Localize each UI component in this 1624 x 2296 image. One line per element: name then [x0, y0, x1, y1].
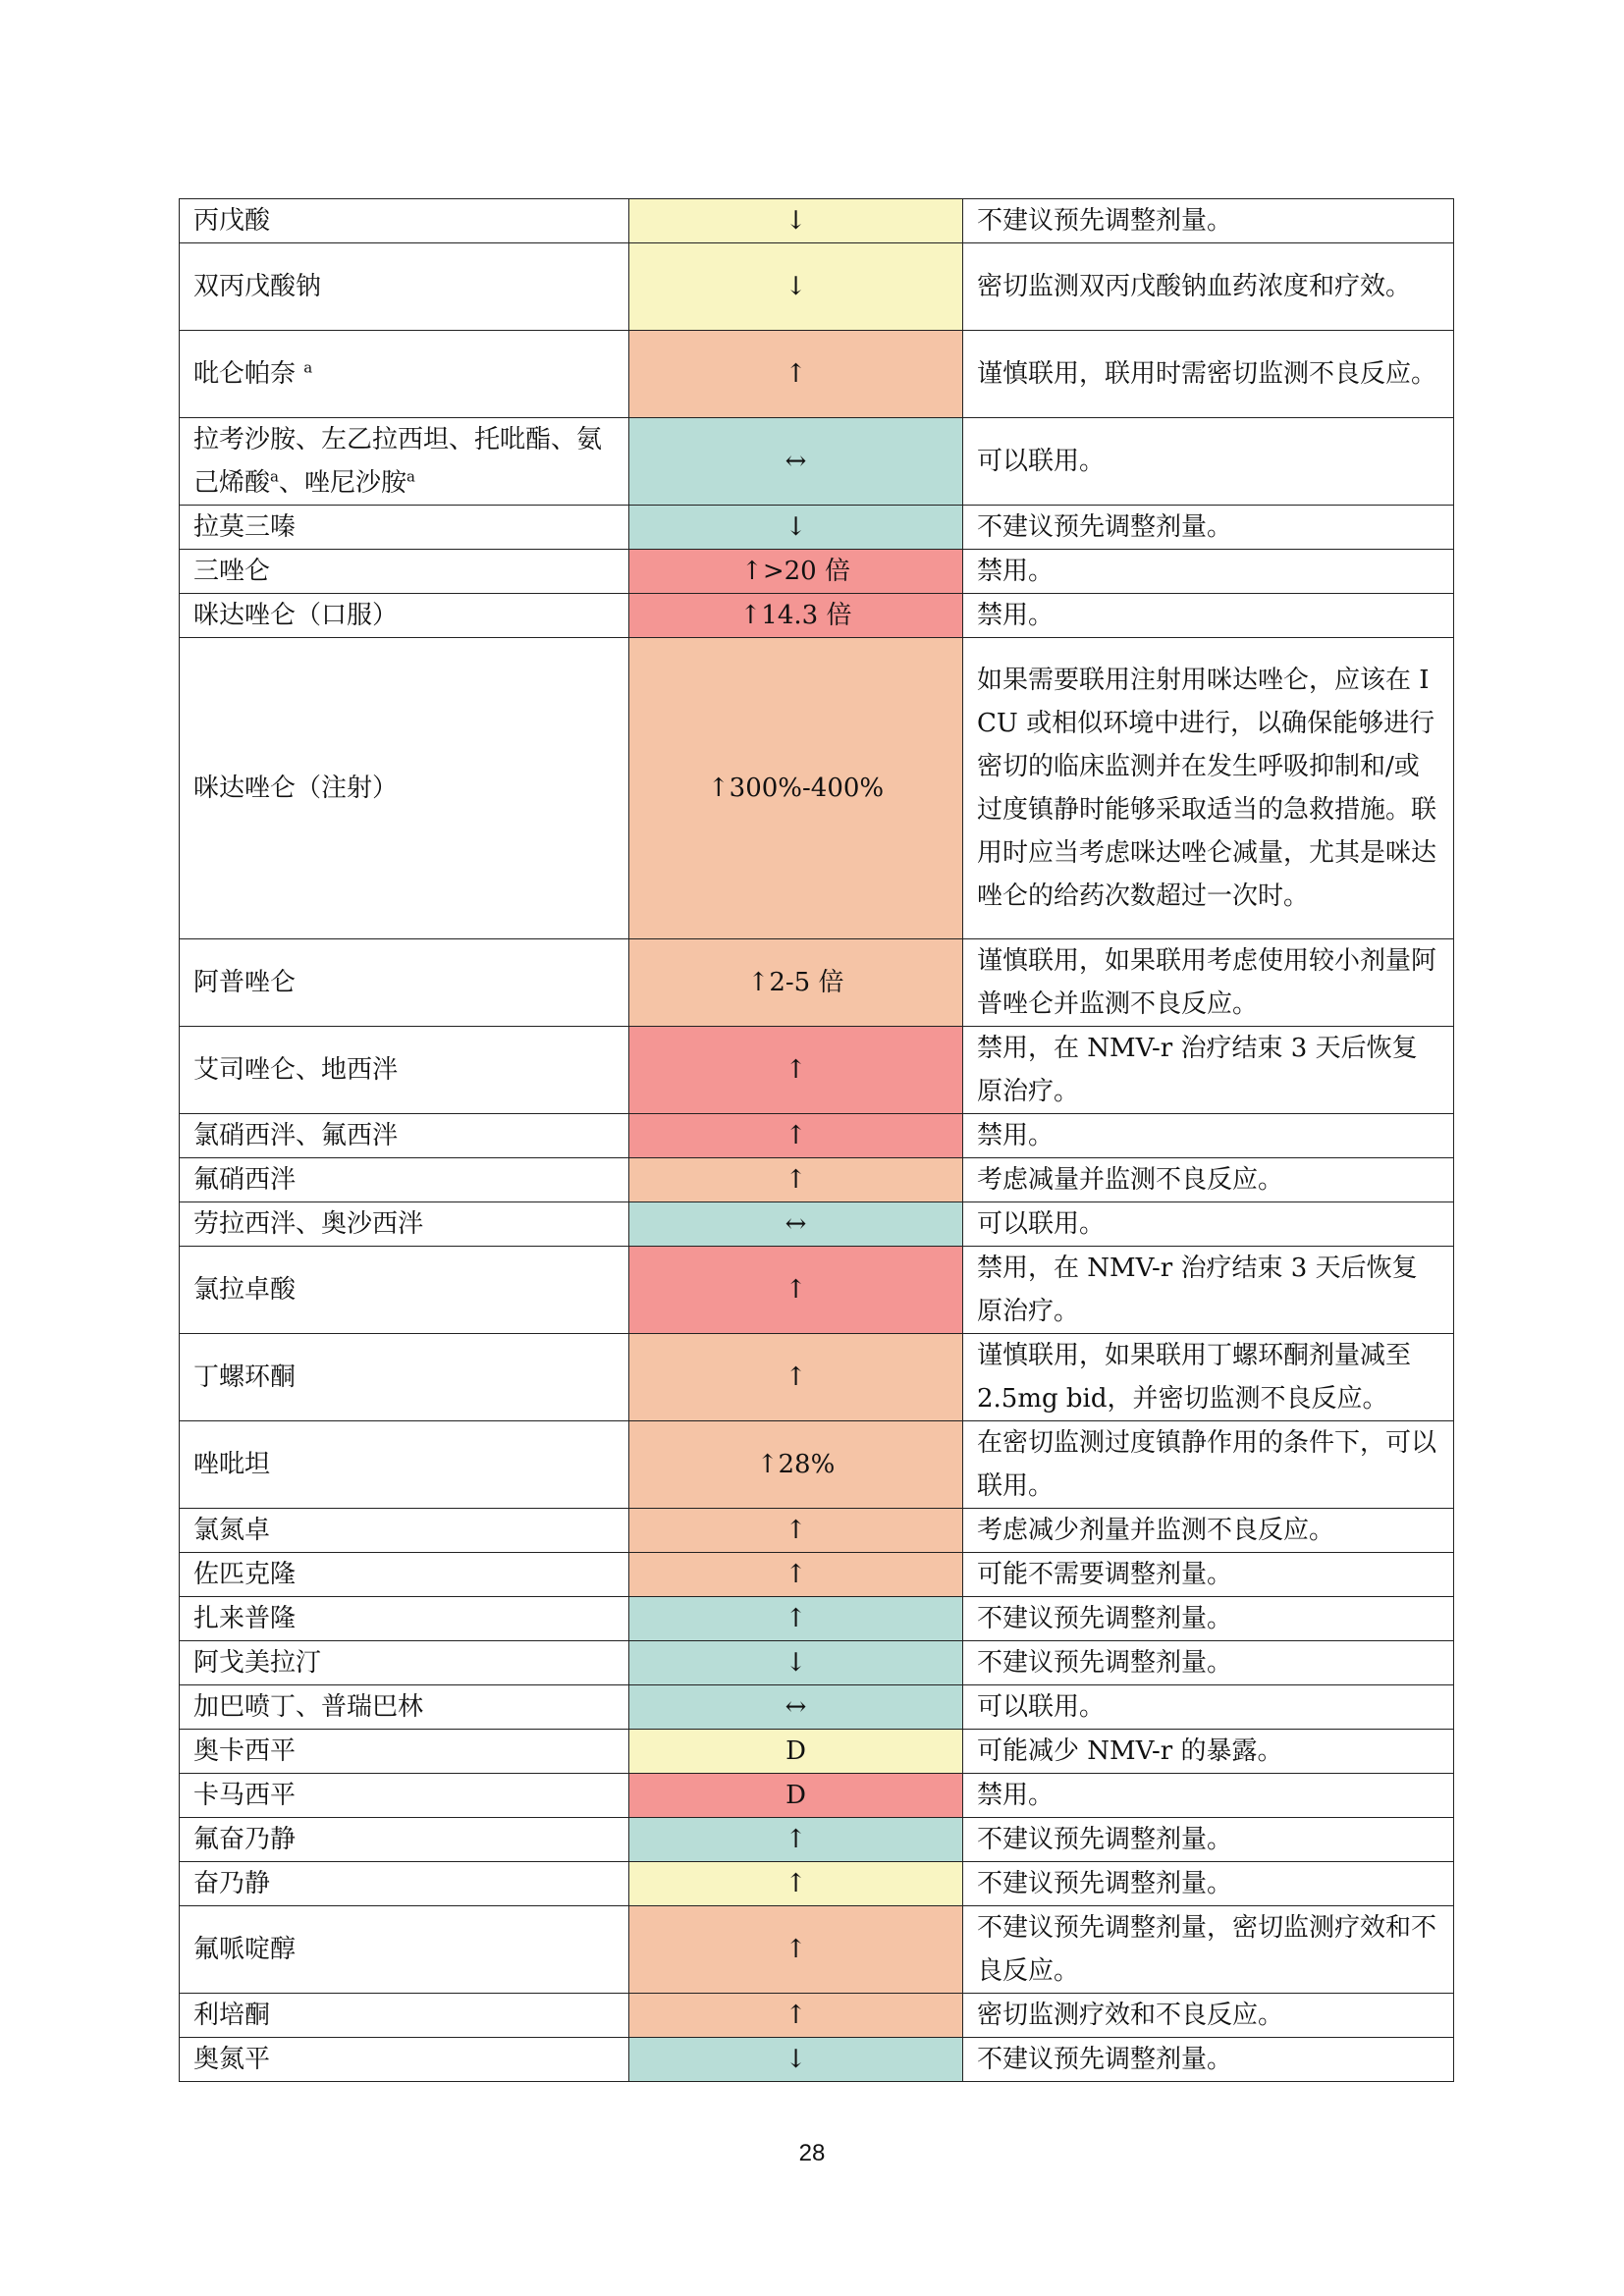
table-row: [180, 1114, 1454, 1158]
effect-cell: ↑: [629, 1114, 963, 1158]
drug-name: 加巴喷丁、普瑞巴林: [180, 1685, 629, 1730]
recommendation: 可能减少 NMV-r 的暴露。: [963, 1730, 1454, 1774]
recommendation: 谨慎联用，联用时需密切监测不良反应。: [963, 331, 1454, 418]
effect-cell: ↑: [629, 1027, 963, 1114]
recommendation: 可以联用。: [963, 1685, 1454, 1730]
table-row: [180, 1906, 1454, 1994]
effect-cell: D: [629, 1730, 963, 1774]
effect-cell: ↑: [629, 1158, 963, 1202]
effect-cell: ↑: [629, 1334, 963, 1421]
table-row: [180, 199, 1454, 243]
drug-name: 唑吡坦: [180, 1421, 629, 1509]
effect-cell: ↑: [629, 1906, 963, 1994]
drug-name: 氟哌啶醇: [180, 1906, 629, 1994]
recommendation: 不建议预先调整剂量。: [963, 2038, 1454, 2082]
recommendation: 谨慎联用，如果联用丁螺环酮剂量减至 2.5mg bid，并密切监测不良反应。: [963, 1334, 1454, 1421]
effect-cell: ↑: [629, 1862, 963, 1906]
drug-name: 氯氮卓: [180, 1509, 629, 1553]
effect-cell: ↓: [629, 243, 963, 331]
drug-name: [180, 418, 629, 506]
drug-name-text: 、唑尼沙胺: [278, 468, 406, 498]
drug-name: 奋乃静: [180, 1862, 629, 1906]
recommendation: 不建议预先调整剂量。: [963, 1597, 1454, 1641]
recommendation: 不建议预先调整剂量，密切监测疗效和不良反应。: [963, 1906, 1454, 1994]
table-row: [180, 331, 1454, 418]
effect-cell: ↓: [629, 506, 963, 550]
table-row: [180, 1818, 1454, 1862]
table-row: [180, 1247, 1454, 1334]
effect-cell: ↑: [629, 1247, 963, 1334]
recommendation: 可以联用。: [963, 1202, 1454, 1247]
drug-name: 丙戊酸: [180, 199, 629, 243]
effect-cell: ↓: [629, 199, 963, 243]
recommendation: 禁用。: [963, 594, 1454, 638]
recommendation: 可能不需要调整剂量。: [963, 1553, 1454, 1597]
drug-name: 奥氮平: [180, 2038, 629, 2082]
drug-name: [180, 331, 629, 418]
effect-cell: ↑28%: [629, 1421, 963, 1509]
drug-name: 卡马西平: [180, 1774, 629, 1818]
table-row: [180, 1597, 1454, 1641]
footnote-marker: a: [270, 467, 279, 486]
table-row: [180, 1685, 1454, 1730]
table-row: [180, 1730, 1454, 1774]
drug-interaction-table: [179, 198, 1454, 2082]
drug-name-text: 吡仑帕奈: [193, 359, 297, 389]
table-row: [180, 1202, 1454, 1247]
drug-name: 咪达唑仑（注射）: [180, 638, 629, 939]
effect-cell: ↓: [629, 1641, 963, 1685]
page-number: 28: [798, 2140, 826, 2166]
recommendation: 密切监测疗效和不良反应。: [963, 1994, 1454, 2038]
effect-cell: ↔: [629, 418, 963, 506]
table-row: [180, 506, 1454, 550]
recommendation: 在密切监测过度镇静作用的条件下，可以联用。: [963, 1421, 1454, 1509]
effect-cell: ↑: [629, 1597, 963, 1641]
table-row: [180, 1994, 1454, 2038]
recommendation: 如果需要联用注射用咪达唑仑，应该在 ICU 或相似环境中进行，以确保能够进行密切的临床监测并在发生呼吸抑制和/或过度镇静时能够采取适当的急救措施。联用时应当考虑咪达唑仑减量，尤其是咪达唑仑的给药次数超过一次时。: [963, 638, 1454, 939]
drug-name: 利培酮: [180, 1994, 629, 2038]
table-row: [180, 939, 1454, 1027]
recommendation: 考虑减少剂量并监测不良反应。: [963, 1509, 1454, 1553]
recommendation: 禁用，在 NMV-r 治疗结束 3 天后恢复原治疗。: [963, 1027, 1454, 1114]
table-row: [180, 1421, 1454, 1509]
drug-name: 氟硝西泮: [180, 1158, 629, 1202]
recommendation: 禁用，在 NMV-r 治疗结束 3 天后恢复原治疗。: [963, 1247, 1454, 1334]
table-row: [180, 638, 1454, 939]
drug-name: 佐匹克隆: [180, 1553, 629, 1597]
recommendation: 密切监测双丙戊酸钠血药浓度和疗效。: [963, 243, 1454, 331]
recommendation: 禁用。: [963, 1774, 1454, 1818]
recommendation: 不建议预先调整剂量。: [963, 506, 1454, 550]
drug-name: 氯拉卓酸: [180, 1247, 629, 1334]
drug-name: 阿普唑仑: [180, 939, 629, 1027]
effect-cell: ↔: [629, 1685, 963, 1730]
drug-name: 双丙戊酸钠: [180, 243, 629, 331]
drug-name: 阿戈美拉汀: [180, 1641, 629, 1685]
drug-name: 咪达唑仑（口服）: [180, 594, 629, 638]
effect-cell: D: [629, 1774, 963, 1818]
drug-name: 扎来普隆: [180, 1597, 629, 1641]
recommendation: 谨慎联用，如果联用考虑使用较小剂量阿普唑仑并监测不良反应。: [963, 939, 1454, 1027]
effect-cell: ↑: [629, 1994, 963, 2038]
effect-cell: ↑: [629, 331, 963, 418]
effect-cell: ↑300%-400%: [629, 638, 963, 939]
recommendation: 考虑减量并监测不良反应。: [963, 1158, 1454, 1202]
table-row: [180, 2038, 1454, 2082]
recommendation: 禁用。: [963, 550, 1454, 594]
footnote-marker: a: [406, 467, 415, 486]
effect-cell: ↑2-5 倍: [629, 939, 963, 1027]
table-row: [180, 1862, 1454, 1906]
drug-name: 三唑仑: [180, 550, 629, 594]
table-row: [180, 550, 1454, 594]
table-row: [180, 1774, 1454, 1818]
effect-cell: ↑: [629, 1818, 963, 1862]
table-row: [180, 243, 1454, 331]
drug-name: 拉莫三嗪: [180, 506, 629, 550]
drug-name-text: 拉考沙胺、左乙拉西坦、托吡酯、氨己烯酸: [193, 425, 603, 498]
table-row: [180, 1553, 1454, 1597]
drug-name: 丁螺环酮: [180, 1334, 629, 1421]
table-row: [180, 1509, 1454, 1553]
recommendation: 不建议预先调整剂量。: [963, 199, 1454, 243]
recommendation: 不建议预先调整剂量。: [963, 1641, 1454, 1685]
effect-cell: ↑: [629, 1509, 963, 1553]
effect-cell: ↑: [629, 1553, 963, 1597]
drug-name: 氟奋乃静: [180, 1818, 629, 1862]
table-row: [180, 1158, 1454, 1202]
footnote-marker: a: [303, 358, 313, 377]
recommendation: 可以联用。: [963, 418, 1454, 506]
effect-cell: ↓: [629, 2038, 963, 2082]
recommendation: 不建议预先调整剂量。: [963, 1818, 1454, 1862]
drug-name: 氯硝西泮、氟西泮: [180, 1114, 629, 1158]
table-row: [180, 1027, 1454, 1114]
table-row: [180, 418, 1454, 506]
table-row: [180, 1334, 1454, 1421]
effect-cell: ↔: [629, 1202, 963, 1247]
recommendation: 不建议预先调整剂量。: [963, 1862, 1454, 1906]
drug-name: 劳拉西泮、奥沙西泮: [180, 1202, 629, 1247]
effect-cell: ↑>20 倍: [629, 550, 963, 594]
drug-name: 艾司唑仑、地西泮: [180, 1027, 629, 1114]
table-row: [180, 594, 1454, 638]
table-row: [180, 1641, 1454, 1685]
effect-cell: ↑14.3 倍: [629, 594, 963, 638]
drug-name: 奥卡西平: [180, 1730, 629, 1774]
recommendation: 禁用。: [963, 1114, 1454, 1158]
